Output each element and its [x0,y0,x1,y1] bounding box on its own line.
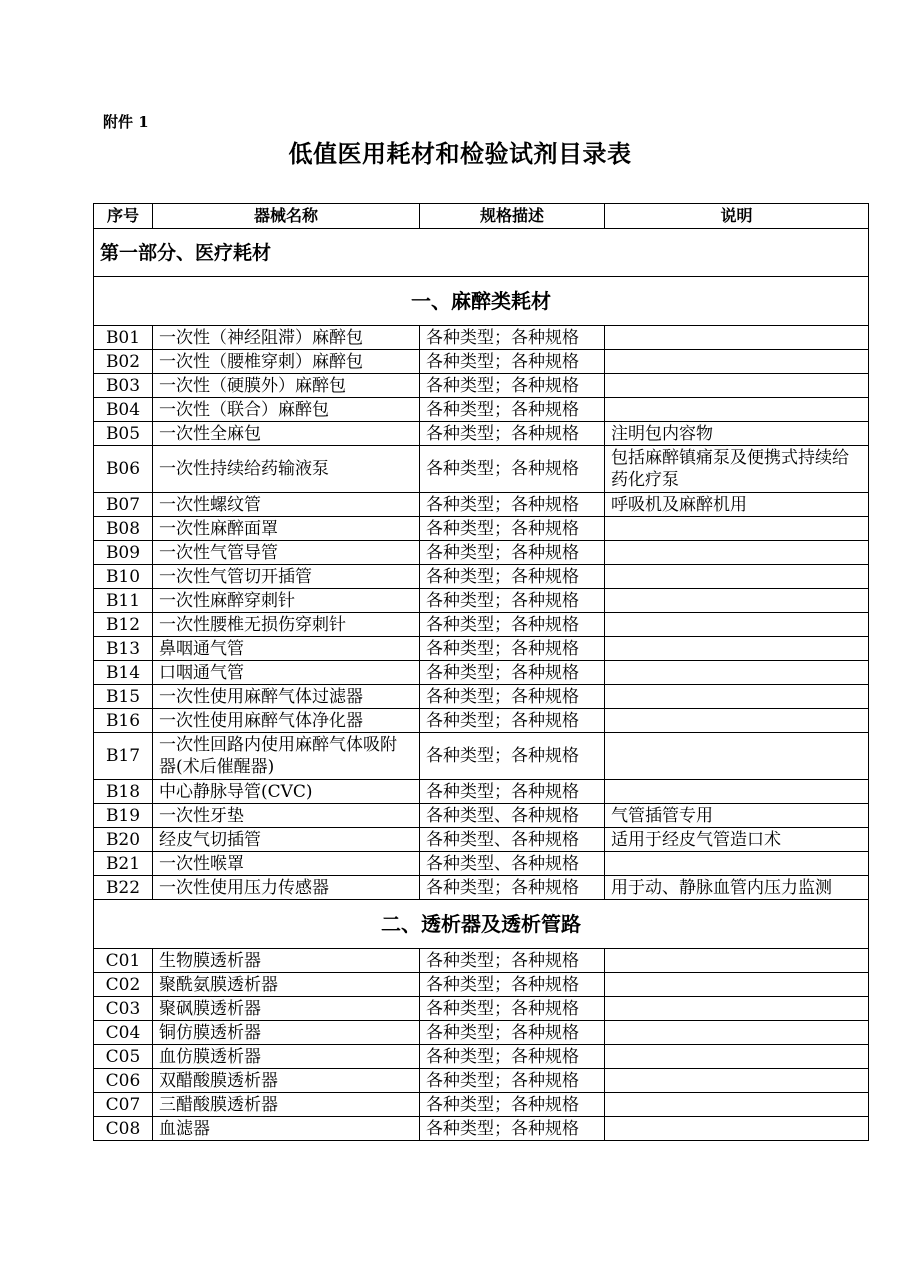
table-row [94,398,869,422]
cell-spec: 各种类型；各种规格 [420,973,605,997]
cell-name: 铜仿膜透析器 [153,1021,420,1045]
cell-spec: 各种类型；各种规格 [420,493,605,517]
cell-spec: 各种类型；各种规格 [420,1069,605,1093]
cell-note [605,326,869,350]
cell-spec: 各种类型；各种规格 [420,589,605,613]
table-row [94,828,869,852]
attachment-label: 附件 1 [103,113,149,131]
cell-note [605,661,869,685]
table-row [94,1093,869,1117]
cell-code: B09 [94,541,153,565]
table-row [94,685,869,709]
part-title: 第一部分、医疗耗材 [94,229,869,277]
cell-code: B22 [94,876,153,900]
cell-code: B10 [94,565,153,589]
cell-name: 一次性使用麻醉气体过滤器 [153,685,420,709]
page-title: 低值医用耗材和检验试剂目录表 [288,140,632,168]
cell-name: 聚砜膜透析器 [153,997,420,1021]
cell-spec: 各种类型；各种规格 [420,733,605,780]
table-row [94,973,869,997]
cell-name: 一次性持续给药输液泵 [153,446,420,493]
table-body [94,229,869,1141]
table-row [94,997,869,1021]
table-row [94,1069,869,1093]
cell-name: 一次性喉罩 [153,852,420,876]
table-row [94,852,869,876]
cell-code: C01 [94,949,153,973]
cell-spec: 各种类型；各种规格 [420,422,605,446]
cell-spec: 各种类型、各种规格 [420,828,605,852]
cell-code: B15 [94,685,153,709]
cell-code: B14 [94,661,153,685]
cell-note: 包括麻醉镇痛泵及便携式持续给药化疗泵 [605,446,869,493]
table-row [94,541,869,565]
cell-name: 口咽通气管 [153,661,420,685]
cell-code: B20 [94,828,153,852]
cell-spec: 各种类型；各种规格 [420,517,605,541]
header-code: 序号 [94,204,153,229]
cell-code: B16 [94,709,153,733]
cell-name: 一次性气管切开插管 [153,565,420,589]
cell-spec: 各种类型；各种规格 [420,1045,605,1069]
cell-name: 双醋酸膜透析器 [153,1069,420,1093]
cell-spec: 各种类型；各种规格 [420,1021,605,1045]
cell-spec: 各种类型；各种规格 [420,446,605,493]
cell-note [605,565,869,589]
cell-code: B18 [94,780,153,804]
cell-note [605,589,869,613]
table-row [94,949,869,973]
cell-code: C07 [94,1093,153,1117]
cell-code: B04 [94,398,153,422]
cell-note: 用于动、静脉血管内压力监测 [605,876,869,900]
cell-name: 一次性螺纹管 [153,493,420,517]
cell-spec: 各种类型；各种规格 [420,685,605,709]
table-row [94,374,869,398]
table-row [94,326,869,350]
table-row [94,1045,869,1069]
cell-note [605,1045,869,1069]
cell-note [605,973,869,997]
cell-code: B01 [94,326,153,350]
cell-name: 中心静脉导管(CVC) [153,780,420,804]
cell-spec: 各种类型；各种规格 [420,780,605,804]
table-row [94,422,869,446]
table-row [94,709,869,733]
cell-code: C08 [94,1117,153,1141]
cell-note [605,997,869,1021]
cell-note [605,541,869,565]
table-row [94,780,869,804]
cell-code: B12 [94,613,153,637]
cell-spec: 各种类型、各种规格 [420,804,605,828]
cell-note [605,852,869,876]
cell-spec: 各种类型；各种规格 [420,709,605,733]
cell-note [605,709,869,733]
cell-spec: 各种类型；各种规格 [420,374,605,398]
cell-note [605,517,869,541]
cell-name: 血仿膜透析器 [153,1045,420,1069]
cell-name: 一次性使用压力传感器 [153,876,420,900]
table-row [94,1021,869,1045]
cell-spec: 各种类型；各种规格 [420,661,605,685]
cell-note [605,350,869,374]
table-row [94,589,869,613]
cell-code: B17 [94,733,153,780]
header-spec: 规格描述 [420,204,605,229]
cell-code: B03 [94,374,153,398]
section-row [94,277,869,326]
cell-name: 经皮气切插管 [153,828,420,852]
cell-name: 一次性气管导管 [153,541,420,565]
table-row [94,517,869,541]
section-row [94,900,869,949]
cell-name: 一次性（神经阻滞）麻醉包 [153,326,420,350]
cell-note [605,1069,869,1093]
part-row [94,229,869,277]
cell-spec: 各种类型；各种规格 [420,876,605,900]
table-row [94,565,869,589]
cell-note: 适用于经皮气管造口术 [605,828,869,852]
cell-note [605,613,869,637]
cell-spec: 各种类型；各种规格 [420,949,605,973]
cell-spec: 各种类型；各种规格 [420,637,605,661]
cell-spec: 各种类型；各种规格 [420,326,605,350]
cell-note: 呼吸机及麻醉机用 [605,493,869,517]
cell-name: 生物膜透析器 [153,949,420,973]
cell-name: 聚酰氨膜透析器 [153,973,420,997]
header-row [94,204,869,229]
cell-spec: 各种类型；各种规格 [420,350,605,374]
section-title: 二、透析器及透析管路 [94,900,869,949]
cell-note [605,1021,869,1045]
cell-name: 一次性使用麻醉气体净化器 [153,709,420,733]
table-row [94,493,869,517]
cell-note: 气管插管专用 [605,804,869,828]
cell-code: C05 [94,1045,153,1069]
cell-note [605,949,869,973]
cell-code: C02 [94,973,153,997]
cell-code: B19 [94,804,153,828]
cell-name: 一次性（腰椎穿刺）麻醉包 [153,350,420,374]
cell-note [605,685,869,709]
cell-code: B06 [94,446,153,493]
table-row [94,350,869,374]
table-row [94,613,869,637]
table-row [94,733,869,780]
cell-spec: 各种类型；各种规格 [420,398,605,422]
cell-code: C04 [94,1021,153,1045]
header-name: 器械名称 [153,204,420,229]
cell-name: 一次性麻醉面罩 [153,517,420,541]
cell-name: 三醋酸膜透析器 [153,1093,420,1117]
cell-note: 注明包内容物 [605,422,869,446]
cell-spec: 各种类型、各种规格 [420,852,605,876]
catalog-table [93,203,869,1141]
cell-note [605,637,869,661]
cell-spec: 各种类型；各种规格 [420,565,605,589]
cell-note [605,1093,869,1117]
cell-spec: 各种类型；各种规格 [420,1117,605,1141]
cell-name: 鼻咽通气管 [153,637,420,661]
cell-name: 一次性全麻包 [153,422,420,446]
cell-code: B02 [94,350,153,374]
cell-note [605,374,869,398]
cell-note [605,398,869,422]
header-note: 说明 [605,204,869,229]
cell-code: B13 [94,637,153,661]
cell-code: C06 [94,1069,153,1093]
cell-name: 一次性腰椎无损伤穿刺针 [153,613,420,637]
cell-spec: 各种类型；各种规格 [420,997,605,1021]
cell-spec: 各种类型；各种规格 [420,541,605,565]
cell-name: 一次性牙垫 [153,804,420,828]
cell-code: B08 [94,517,153,541]
table-row [94,661,869,685]
table-row [94,876,869,900]
cell-code: C03 [94,997,153,1021]
cell-name: 血滤器 [153,1117,420,1141]
cell-code: B05 [94,422,153,446]
cell-note [605,733,869,780]
cell-spec: 各种类型；各种规格 [420,1093,605,1117]
cell-name: 一次性麻醉穿刺针 [153,589,420,613]
cell-spec: 各种类型；各种规格 [420,613,605,637]
table-row [94,804,869,828]
section-title: 一、麻醉类耗材 [94,277,869,326]
cell-code: B11 [94,589,153,613]
table-row [94,637,869,661]
cell-note [605,1117,869,1141]
cell-name: 一次性回路内使用麻醉气体吸附器(术后催醒器) [153,733,420,780]
cell-name: 一次性（联合）麻醉包 [153,398,420,422]
table-row [94,446,869,493]
cell-note [605,780,869,804]
table-row [94,1117,869,1141]
cell-name: 一次性（硬膜外）麻醉包 [153,374,420,398]
cell-code: B07 [94,493,153,517]
cell-code: B21 [94,852,153,876]
